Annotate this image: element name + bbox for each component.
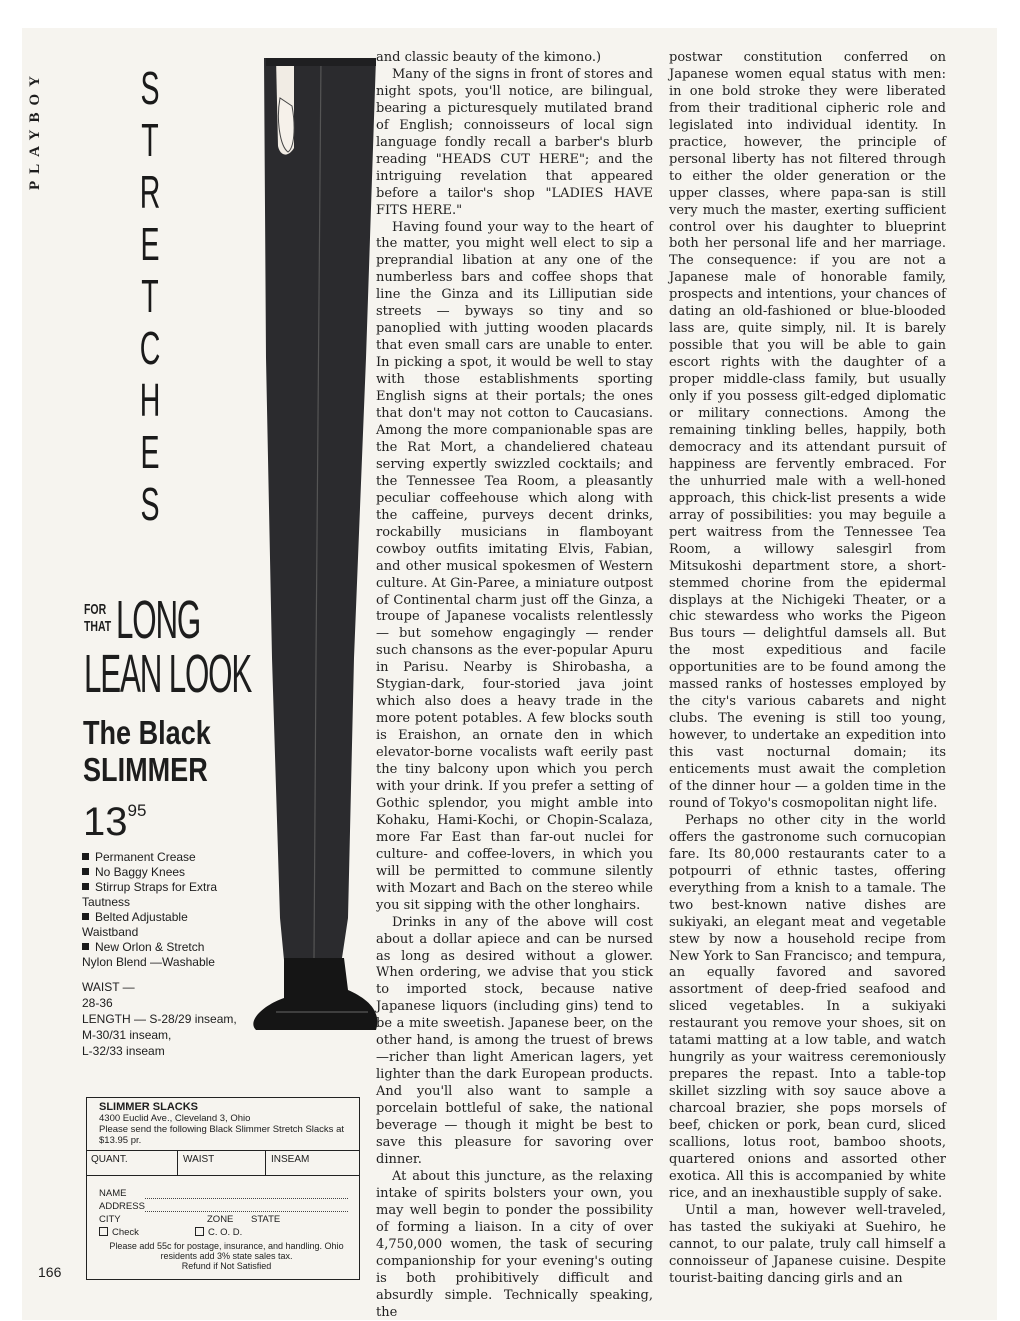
feature-text: No Baggy Knees [95, 865, 186, 879]
inseam-header: INSEAM [271, 1154, 310, 1165]
feature-text: Stirrup Straps for Extra Tautness [82, 880, 218, 909]
stretches-vertical-headline [139, 62, 161, 530]
paragraph: Having found your way to the heart of the matter, you might well elect to sip a preprandial libation at any one of the numberless bars and coffee shops that line the Ginza and its Lilliputian side streets — byways so tiny and so panoplied with jutting wooden placards that even small cars are unable to enter. In picking a spot, it would be well to stay with those establishments sporting English signs at their portals; the ones that don't may not cotton to Caucasians. Among the more companionable spas are the Rat Mort, a chandeliered chateau serving expertly swizzled cocktails; and the Tennessee Tea Room, a pleasantly peculiar coffeehouse which along with the caffeine, purveys decent drinks, rockabilly musicians in flamboyant cowboy outfits imitating Elvis, Fabian, and other musical spokesmen of Western culture. At Gin-Paree, a miniature outpost of Continental charm just off the Ginza, a troupe of Japanese vocalists relentlessly — but somehow engagingly — render such chansons as the ever-popular Apuru in Parisu. Nearby is Shirobasha, a Stygian-dark, four-storied java joint which also does a heavy trade in the more potent potables. A few blocks south is Eraishon, an ornate den in which elevator-borne vocalists waft eerily past the tiny balcony upon which you perch with your drink. If you prefer a setting of Gothic splendor, you might amble into Kohaku, Hami-Kochi, or Chopin-Scalaza, more Far East than far-out nuclei for culture- and coffee-lovers, in which you will be permitted to commune silently with Mozart and Bach on the stereo while you sit sipping with the other longhairs. [376, 219, 653, 913]
order-coupon [86, 1097, 360, 1280]
name-field[interactable] [99, 1188, 354, 1201]
waist-header: WAIST [183, 1154, 215, 1165]
length-line: M-30/31 inseam, [82, 1028, 172, 1042]
paragraph: Perhaps no other city in the world offers the gastronome such cornucopian fare. Its 80,000 restaurants cater to a potpourri of ethnic tastes, offering everything from a knish to a tamale. The two best-known native dishes are sukiyaki, an elegant meat and vegetable stew by now a household recipe from New York to San Francisco; and tempura, an equally favored and savored assortment of deep-fried seafood and sliced vegetables. In a sukiyaki restaurant you remove your shoes, sit on tatami matting at a low table, and watch hungrily as your waitress ceremoniously prepares the repast. Into a table-top skillet sizzling with soy sauce above a charcoal brazier, she pops morsels of beef, chicken or pork, bean curd, sliced scallions, lotus root, bamboo shoots, quartered onions and assorted other exotica. All this is accompanied by white rice, and an inexhaustible supply of sake. [669, 812, 946, 1201]
headline-letter: T [141, 270, 159, 322]
check-label: Check [112, 1227, 139, 1238]
zone-label: ZONE [207, 1214, 234, 1225]
feature-text: Permanent Crease [95, 850, 196, 864]
order-grid [87, 1150, 359, 1176]
paragraph: postwar constitution conferred on Japanese women equal status with men: in one bold stroke they were liberated from their traditional cipheric role and legislated into individual identity. In practice, however, the principle of personal liberty has not filtered through to either the older generation or the upper classes, where papa-san is still very much the master, exerting sufficient control over his daughter to blueprint both her personal life and her marriage. The consequence: if you are not a Japanese male of honorable family, prospects and intentions, your chances of dating an old-fashioned or blue-blooded lass are, quite simply, nil. It is barely possible that you will be able to gain escort rights with the daughter of a proper middle-class family, but usually only if you possess gilt-edged diplomatic or military connections. Among the remaining tinkling belles, happily, both democracy and its attendant pursuit of happiness are fervently embraced. For the unhurried male with a well-honed approach, this chick-list presents a wide array of possibilities: you may beguile a pert waitress from the Tennessee Tea Room, a willowy salesgirl from Mitsukoshi department store, a short-stemmed chorine from the epidermal displays at the Nichigeki Theater, or a chic stewardess who works the Pigeon Bus tours — delightful damsels all. But the most expeditious and facile opportunities are to be found among the massed ranks of hostesses employed by the city's various cabarets and night clubs. The evening is still too young, however, to undertake an expedition into this vast nocturnal domain; its enticements must await the completion of the dinner hour — a golden time in the round of Tokyo's cosmopolitan night life. [669, 50, 946, 811]
lean-look-text: LEAN LOOK [84, 644, 252, 704]
paragraph: Until a man, however well-traveled, has tasted the sukiyaki at Suehiro, he cannot, to our palate, truly call himself a connoisseur of Japanese cuisine. Despite tourist-baiting dancing girls and an [669, 1202, 946, 1286]
coupon-company: SLIMMER SLACKS [99, 1101, 198, 1113]
for-that-text: FOR THAT [84, 601, 112, 635]
coupon-instruction: Please send the following Black Slimmer Stretch Slacks at $13.95 pr. [99, 1124, 344, 1146]
product-name [83, 714, 211, 788]
article-column-2 [669, 50, 946, 1288]
headline-letter: H [139, 374, 161, 426]
paragraph: and classic beauty of the kimono.) [376, 50, 602, 65]
city-zone-state-field[interactable] [99, 1214, 354, 1227]
length-line: LENGTH — S-28/29 inseam, [82, 1012, 237, 1026]
bullet-icon [82, 853, 89, 860]
coupon-footer [99, 1241, 354, 1271]
waist-value: 28-36 [82, 996, 113, 1010]
feature-text: Belted Adjustable Waistband [82, 910, 188, 939]
headline-letter: E [140, 218, 160, 270]
product-name-line2: SLIMMER [83, 751, 208, 788]
headline-letter: T [141, 114, 159, 166]
coupon-fields [99, 1188, 354, 1240]
address-field[interactable] [99, 1201, 354, 1214]
waist-label: WAIST — [82, 980, 135, 994]
paragraph: Drinks in any of the above will cost about a dollar apiece and can be nursed as long as desired without a glower. When ordering, we advise that you stick to imported stock, because native Japanese liquors (including gins) tend to be a mite sweetish. Japanese beer, on the other hand, is among the truest of brews—richer than light American lagers, yet lighter than the dark European products. And you'll also want to sample a porcelain bottleful of sake, the national beverage — though it might be best to save this pleasure for savoring over dinner. [376, 914, 653, 1167]
headline-letter: S [140, 62, 160, 114]
state-label: STATE [251, 1214, 281, 1225]
paragraph: At about this juncture, as the relaxing intake of spirits bolsters your own, you may well begin to ponder the possibility of forming a liaison. In a city of over 4,750,000 women, the task of securing companionship for your evening's outing is both prohibitively difficult and absurdly simple. Technically speaking, the [376, 1168, 653, 1320]
feature-item [82, 850, 232, 865]
magazine-name: PLAYBOY [27, 69, 43, 190]
size-info [82, 980, 257, 1060]
product-name-line1: The Black [83, 714, 211, 751]
quant-header: QUANT. [91, 1154, 128, 1165]
feature-text: New Orlon & Stretch Nylon Blend —Washable [82, 940, 215, 969]
cod-label: C. O. D. [208, 1227, 243, 1238]
coupon-footer-text: Please add 55c for postage, insurance, and handling. Ohio residents add 3% state sales tax. [109, 1241, 344, 1261]
payment-options [99, 1227, 354, 1240]
length-line: L-32/33 inseam [82, 1044, 165, 1058]
cod-checkbox[interactable] [195, 1227, 204, 1236]
price [83, 800, 146, 845]
refund-text: Refund if Not Satisfied [181, 1261, 272, 1271]
magazine-side-tab [24, 40, 50, 200]
headline-letter: E [140, 426, 160, 478]
bullet-icon [82, 883, 89, 890]
check-checkbox[interactable] [99, 1227, 108, 1236]
article-column-1 [376, 50, 653, 1321]
feature-item [82, 940, 232, 970]
bullet-icon [82, 868, 89, 875]
paragraph: Many of the signs in front of stores and night spots, you'll notice, are bilingual, bearing a picturesquely mutilated brand of English; connoisseurs of local sign language fondly recall a barber's blurb reading "HEADS CUT HERE"; and the intriguing revelation that appeared before a tailor's shop "LADIES HAVE FITS HERE." [376, 66, 653, 218]
headline-letter: S [140, 478, 160, 530]
feature-item [82, 865, 232, 880]
price-dollars: 13 [83, 800, 128, 844]
bullet-icon [82, 943, 89, 950]
price-cents: 95 [127, 801, 147, 820]
address-label: ADDRESS [99, 1201, 145, 1212]
feature-item [82, 880, 232, 910]
bullet-icon [82, 913, 89, 920]
feature-item [82, 910, 232, 940]
headline-letter: R [139, 166, 161, 218]
coupon-address: 4300 Euclid Ave., Cleveland 3, Ohio [99, 1113, 251, 1124]
feature-list [82, 850, 232, 970]
name-label: NAME [99, 1188, 127, 1199]
page-number: 166 [38, 1264, 62, 1280]
headline-letter: C [139, 322, 161, 374]
slacks-illustration [236, 58, 386, 1078]
city-label: CITY [99, 1214, 121, 1225]
long-text: LONG [116, 590, 201, 650]
